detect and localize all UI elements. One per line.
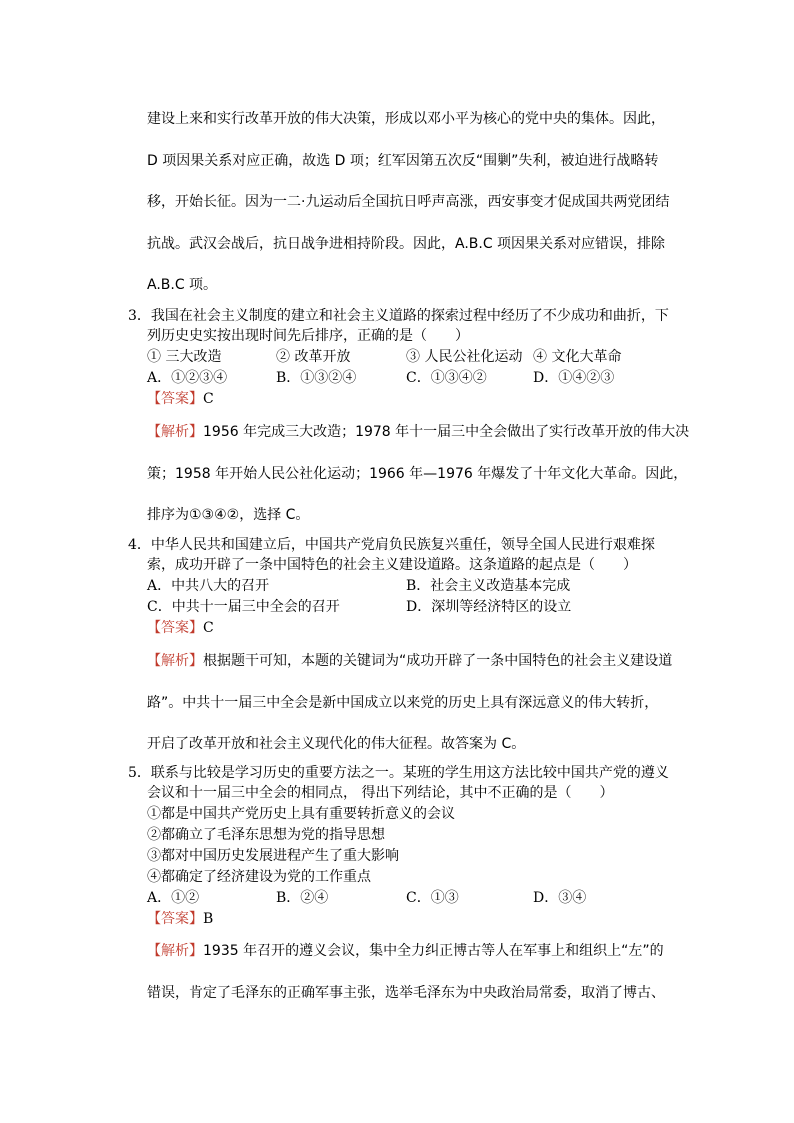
- question-number: 4．: [128, 537, 151, 553]
- statement-item: ②都确立了毛泽东思想为党的指导思想: [147, 827, 385, 843]
- continuation-line: 移，开始长征。因为一二·九运动后全国抗日呼声高涨，西安事变才促成国共两党团结: [147, 194, 670, 210]
- analysis-line: [147, 652, 672, 670]
- question-stem-line: 会议和十一届三中全会的相同点， 得出下列结论，其中不正确的是（ ）: [147, 785, 614, 801]
- option-d: D．③④: [533, 890, 587, 906]
- option-c: C．中共十一届三中全会的召开: [147, 599, 340, 615]
- option-a: A．中共八大的召开: [147, 578, 270, 594]
- question-5-stem: [128, 764, 669, 782]
- analysis-line: 开启了改革开放和社会主义现代化的伟大征程。故答案为 C。: [147, 736, 526, 752]
- option-d: D．①④②③: [533, 370, 615, 386]
- answer-value: B: [203, 911, 214, 927]
- option-d: D．深圳等经济特区的设立: [406, 599, 572, 615]
- answer-line: [147, 619, 214, 637]
- answer-value: C: [203, 620, 214, 636]
- analysis-label: 【解析】: [147, 424, 203, 440]
- question-stem-line: 联系与比较是学习历史的重要方法之一。某班的学生用这方法比较中国共产党的遵义: [150, 765, 669, 781]
- answer-value: C: [203, 391, 214, 407]
- question-stem-line: 中华人民共和国建立后，中国共产党肩负民族复兴重任，领导全国人民进行艰难探: [150, 537, 655, 553]
- option-b: B．②④: [276, 890, 329, 906]
- answer-line: [147, 910, 213, 928]
- statement-item: ①都是中国共产党历史上具有重要转折意义的会议: [147, 806, 455, 822]
- option-b: B．社会主义改造基本完成: [406, 578, 571, 594]
- analysis-line: 路”。中共十一届三中全会是新中国成立以来党的历史上具有深远意义的伟大转折，: [147, 695, 659, 711]
- analysis-text: 根据题干可知，本题的关键词为“成功开辟了一条中国特色的社会主义建设道: [203, 653, 673, 669]
- analysis-line: [147, 942, 664, 960]
- analysis-line: 错误，肯定了毛泽东的正确军事主张，选举毛泽东为中央政治局常委，取消了博古、: [147, 985, 665, 1001]
- continuation-line: 建设上来和实行改革开放的伟大决策，形成以邓小平为核心的党中央的集体。因此，: [147, 111, 665, 127]
- option-a: A．①②: [147, 890, 200, 906]
- statement-item: ④都确定了经济建设为党的工作重点: [147, 869, 371, 885]
- analysis-line: 排序为①③④②，选择 C。: [147, 507, 310, 523]
- option-c: C．①③: [406, 890, 459, 906]
- question-stem-line: 列历史史实按出现时间先后排序，正确的是（ ）: [147, 328, 469, 344]
- statement-item: ① 三大改造: [147, 349, 222, 365]
- analysis-label: 【解析】: [147, 943, 203, 959]
- option-a: A．①②③④: [147, 370, 228, 386]
- analysis-line: [147, 423, 689, 441]
- analysis-line: 策；1958 年开始人民公社化运动；1966 年—1976 年爆发了十年文化大革命。因此，: [147, 466, 688, 482]
- question-3-stem: [128, 307, 669, 325]
- question-number: 3．: [128, 308, 151, 324]
- continuation-line: 抗战。武汉会战后，抗日战争进相持阶段。因此，A.B.C 项因果关系对应错误，排除: [147, 236, 666, 252]
- answer-label: 【答案】: [147, 911, 203, 927]
- question-number: 5．: [128, 765, 151, 781]
- statement-item: ② 改革开放: [276, 349, 351, 365]
- continuation-line: A.B.C 项。: [147, 277, 218, 293]
- analysis-text: 1935 年召开的遵义会议，集中全力纠正博古等人在军事上和组织上“左”的: [203, 943, 664, 959]
- statement-item: ③ 人民公社化运动: [406, 349, 523, 365]
- answer-label: 【答案】: [147, 391, 203, 407]
- statement-item: ③都对中国历史发展进程产生了重大影响: [147, 848, 399, 864]
- answer-label: 【答案】: [147, 620, 203, 636]
- option-c: C．①③④②: [406, 370, 487, 386]
- option-b: B．①③②④: [276, 370, 357, 386]
- answer-line: [147, 390, 214, 408]
- question-4-stem: [128, 536, 655, 554]
- question-stem-line: 索，成功开辟了一条中国特色的社会主义建设道路。这条道路的起点是（ ）: [147, 557, 637, 573]
- question-stem-line: 我国在社会主义制度的建立和社会主义道路的探索过程中经历了不少成功和曲折，下: [150, 308, 669, 324]
- analysis-text: 1956 年完成三大改造；1978 年十一届三中全会做出了实行改革开放的伟大决: [203, 424, 690, 440]
- analysis-label: 【解析】: [147, 653, 203, 669]
- statement-item: ④ 文化大革命: [533, 349, 622, 365]
- continuation-line: D 项因果关系对应正确，故选 D 项；红军因第五次反“围剿”失利，被迫进行战略转: [147, 153, 659, 169]
